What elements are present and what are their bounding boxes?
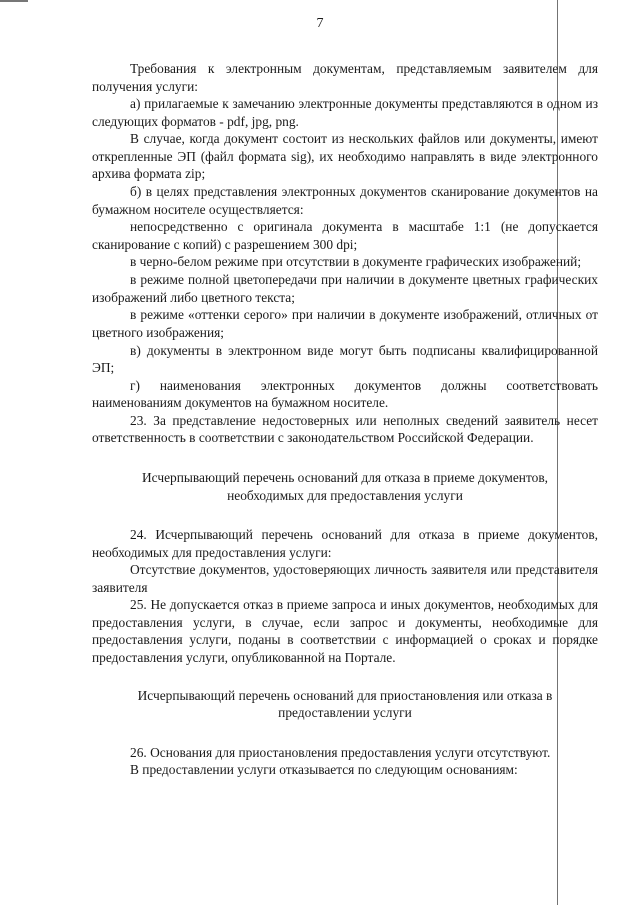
section-spacer	[92, 667, 598, 687]
paragraph: Требования к электронным документам, представляемым заявителем для получения услуги:	[92, 61, 598, 94]
section-spacer	[92, 722, 598, 744]
paragraph: 25. Не допускается отказ в приеме запроса и иных документов, необходимых для предоставления услуги, в случае, если запрос и документы, необходимые для предоставления услуги, поданы в соответствии с информацией о сроках и порядке предоставления услуги, опубликованной на Портале.	[92, 597, 598, 665]
section-spacer	[92, 447, 598, 469]
paragraph: Отсутствие документов, удостоверяющих личность заявителя или представителя заявителя	[92, 562, 598, 595]
scan-corner-mark	[0, 0, 28, 6]
paragraph: б) в целях представления электронных документов сканирование документов на бумажном носителе осуществляется:	[92, 184, 598, 217]
section-spacer	[92, 504, 598, 526]
paragraph: в) документы в электронном виде могут быть подписаны квалифицированной ЭП;	[92, 342, 598, 375]
section-heading-line: необходимых для предоставления услуги	[227, 487, 463, 503]
paragraph: 23. За представление недостоверных или неполных сведений заявитель несет ответственность в соответствии с законодательством Российской Федерации.	[92, 412, 598, 446]
paragraph: в черно-белом режиме при отсутствии в документе графических изображений;	[130, 254, 582, 270]
paragraph: г) наименования электронных документов должны соответствовать наименованиям документов на бумажном носителе.	[92, 377, 598, 411]
paragraph: а) прилагаемые к замечанию электронные документы представляются в одном из следующих форматов - pdf, jpg, png.	[92, 96, 598, 129]
paragraph: 24. Исчерпывающий перечень оснований для отказа в приеме документов, необходимых для предоставления услуги:	[92, 527, 598, 560]
paragraph: В предоставлении услуги отказывается по следующим основаниям:	[130, 762, 518, 778]
section-heading-line: предоставлении услуги	[278, 705, 412, 721]
paragraph: в режиме полной цветопередачи при наличии в документе цветных графических изображений либо цветного текста;	[92, 272, 598, 305]
paragraph: в режиме «оттенки серого» при наличии в документе изображений, отличных от цветного изображения;	[92, 307, 598, 340]
section-heading	[92, 469, 598, 504]
document-body	[92, 60, 598, 779]
paragraph: В случае, когда документ состоит из нескольких файлов или документы, имеют открепленные ЭП (файл формата sig), их необходимо направлять в виде электронного архива формата zip;	[92, 131, 598, 182]
paragraph: 26. Основания для приостановления предоставления услуги отсутствуют.	[130, 744, 551, 760]
section-heading-line: Исчерпывающий перечень оснований для приостановления или отказа в	[137, 687, 553, 703]
section-heading-line: Исчерпывающий перечень оснований для отказа в приеме документов,	[141, 470, 549, 486]
paragraph: непосредственно с оригинала документа в масштабе 1:1 (не допускается сканирование с копий) с разрешением 300 dpi;	[92, 219, 598, 252]
page-number: 7	[316, 16, 324, 31]
section-heading	[92, 687, 598, 722]
